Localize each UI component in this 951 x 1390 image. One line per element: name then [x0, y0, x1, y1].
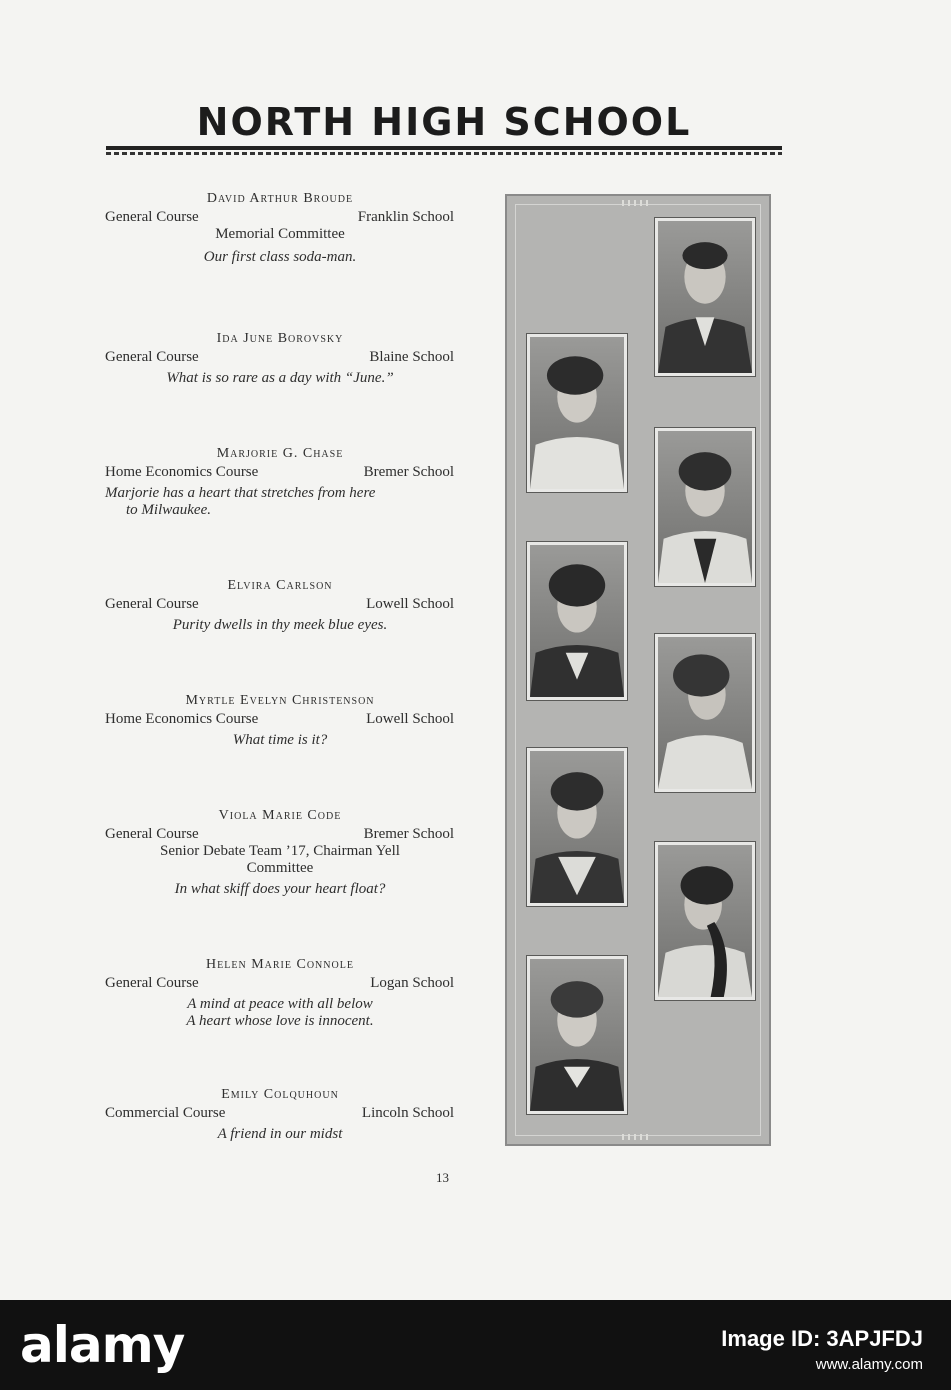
portrait-photo [655, 218, 755, 376]
student-course: Home Economics Course [105, 711, 259, 727]
panel-ornament [622, 1134, 652, 1140]
portrait-photo [655, 634, 755, 792]
student-motto: A mind at peace with all below [187, 996, 373, 1012]
student-course: General Course [105, 826, 199, 842]
portrait-photo [655, 428, 755, 586]
student-motto: Purity dwells in thy meek blue eyes. [172, 617, 388, 633]
student-motto: What is so rare as a day with “June.” [166, 370, 394, 386]
page-number: 13 [436, 1170, 449, 1185]
student-course: Home Economics Course [105, 464, 259, 480]
student-course: Commercial Course [105, 1105, 226, 1121]
student-activities: Senior Debate Team ’17, Chairman Yell Committee [160, 843, 400, 876]
student-entry [100, 577, 460, 634]
student-entry [100, 956, 460, 1030]
student-course: General Course [105, 349, 199, 365]
watermark-logo: alamy [20, 1316, 185, 1374]
image-id: Image ID: 3APJFDJ [721, 1326, 923, 1351]
student-entry [100, 445, 460, 519]
student-name: Helen Marie Connole [206, 957, 354, 972]
student-course: General Course [105, 596, 199, 612]
student-entry [100, 807, 460, 898]
student-school: Bremer School [363, 464, 454, 480]
student-motto: A friend in our midst [217, 1126, 343, 1142]
student-name: Elvira Carlson [227, 578, 333, 593]
portrait-photo [527, 956, 627, 1114]
student-activities: Memorial Committee [215, 226, 345, 242]
student-name: Ida June Borovsky [216, 331, 344, 346]
student-school: Lincoln School [361, 1105, 454, 1121]
student-school: Lowell School [366, 596, 454, 612]
portrait-photo [527, 334, 627, 492]
student-motto-cont: to Milwaukee. [126, 502, 211, 518]
portrait-photo [527, 748, 627, 906]
title-rule-dashed [106, 152, 782, 155]
student-motto: Marjorie has a heart that stretches from here [105, 485, 376, 501]
student-entry [100, 692, 460, 749]
student-course: General Course [105, 975, 199, 991]
title-rule [106, 146, 782, 150]
student-entry [100, 1086, 460, 1143]
student-motto: In what skiff does your heart float? [174, 881, 386, 897]
student-name: Viola Marie Code [218, 808, 342, 823]
student-motto: What time is it? [232, 732, 328, 748]
student-name: Myrtle Evelyn Christenson [185, 693, 375, 708]
student-entry [100, 330, 460, 387]
student-entry [100, 190, 460, 266]
student-course: General Course [105, 209, 199, 225]
portrait-photo [527, 542, 627, 700]
student-motto-cont: A heart whose love is innocent. [186, 1013, 374, 1029]
student-name: David Arthur Broude [206, 191, 354, 206]
portrait-panel [505, 194, 771, 1146]
watermark-info [721, 1326, 923, 1373]
student-name: Emily Colquhoun [221, 1087, 339, 1102]
student-school: Blaine School [369, 349, 454, 365]
student-school: Lowell School [366, 711, 454, 727]
student-name: Marjorie G. Chase [216, 446, 344, 461]
portrait-photo [655, 842, 755, 1000]
student-school: Franklin School [357, 209, 454, 225]
student-school: Logan School [370, 975, 454, 991]
watermark-url: www.alamy.com [815, 1356, 923, 1373]
page-title: NORTH HIGH SCHOOL [196, 100, 692, 144]
panel-ornament [622, 200, 652, 206]
student-school: Bremer School [363, 826, 454, 842]
student-motto: Our first class soda-man. [203, 249, 357, 265]
